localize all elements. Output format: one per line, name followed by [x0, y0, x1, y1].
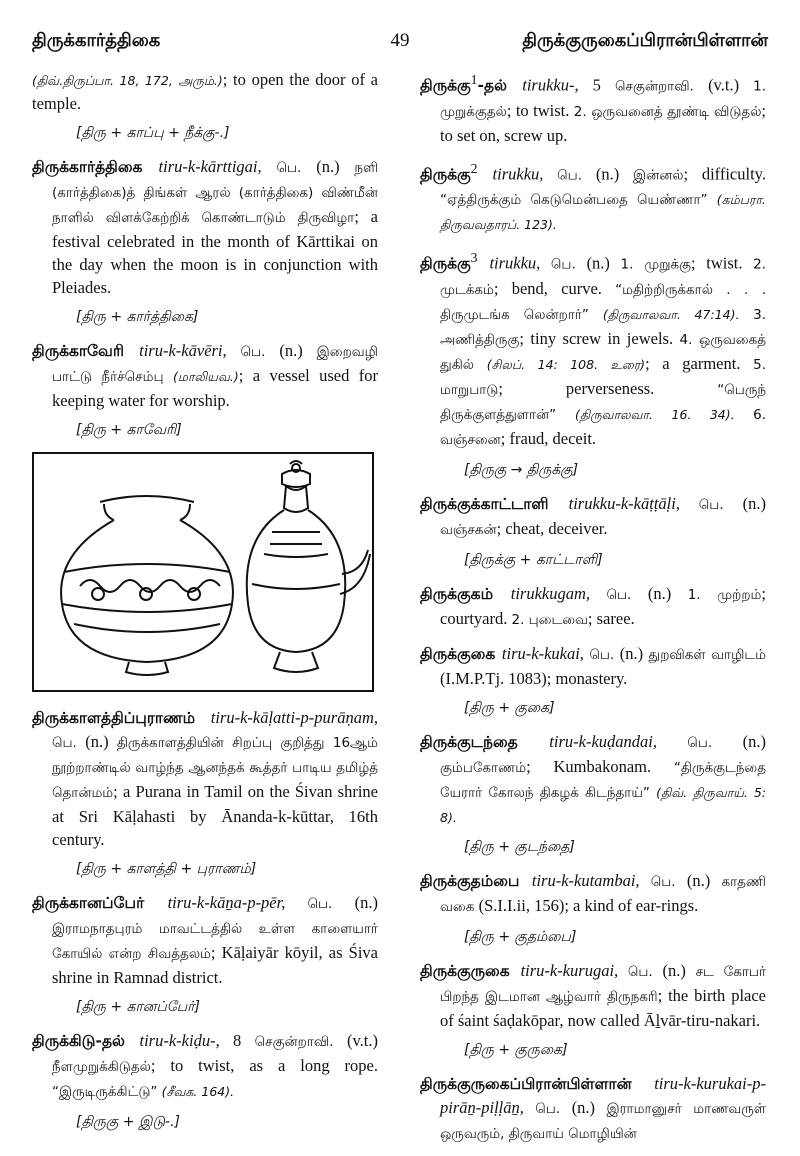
header-left-guide-word: திருக்கார்த்திகை	[32, 30, 161, 51]
entry-text: திருக்காளத்தியின் சிறப்பு குறித்து 16ஆம் நூற்றாண்டில் வாழ்ந்த ஆனந்தக் கூத்தர் பாடிய தமிழ்த் தொன்மம்	[52, 735, 378, 801]
dictionary-entry	[420, 869, 766, 919]
entry-text: 1. முறுக்குதல்	[440, 78, 766, 120]
entry-text: ; to open the door of a temple.	[32, 70, 378, 113]
pot-drawing	[61, 496, 233, 675]
page-number: 49	[390, 30, 410, 51]
dictionary-entry	[420, 246, 766, 452]
etymology: [திருக்கு + காட்டாளி]	[464, 551, 603, 568]
headword: திருக்கு	[420, 254, 471, 273]
dictionary-entry	[32, 706, 378, 851]
headword: திருக்கானப்பேர்	[32, 894, 168, 912]
headword: -தல்	[477, 76, 523, 95]
entry-text: காதணி வகை	[440, 873, 766, 915]
vessels-illustration	[32, 452, 374, 692]
dictionary-entry	[420, 492, 766, 542]
headword: திருக்குதம்பை	[420, 871, 532, 890]
entry-text: இராமானுசர் மாணவருள் ஒருவரும், திருவாய் மொழியின்	[440, 1100, 766, 1142]
etymology: [திருகு → திருக்கு]	[464, 461, 579, 478]
entry-text: (n.)	[742, 493, 766, 513]
entry-text: (மாலியவ.)	[173, 369, 239, 384]
entry-text: (n.)	[571, 1097, 607, 1117]
etymology: [திரு + குருகை]	[464, 1041, 568, 1058]
entry-text: பெ.	[307, 896, 355, 912]
dictionary-entry	[32, 155, 378, 299]
entry-text: நளி (கார்த்திகை)த் திங்கள் ஆரல் (கார்த்திகை) விண்மீன் நாளில் விளக்கேற்றிக் கொண்டாடும் திருவிழா	[52, 160, 378, 226]
transliteration: tiru-k-kukai,	[501, 643, 590, 663]
entry-text: ; saree.	[587, 608, 635, 628]
entry-text: சட கோபர் பிறந்த இடமான ஆழ்வார் திருநகரி	[440, 963, 767, 1005]
entry-text: (n.)	[662, 960, 696, 980]
entry-text: ; the birth place of śaint śaḍakōpar, now called Āḻvār-tiru-nakari.	[440, 985, 766, 1030]
dictionary-entry	[420, 730, 766, 829]
entry-text: ; courtyard.	[440, 583, 766, 628]
entry-text: ; cheat, deceiver.	[496, 518, 608, 538]
entry-text: (n.)	[742, 731, 766, 751]
entry-text: ; to twist, as a long rope.	[150, 1056, 378, 1075]
entry-text: 2. முடக்கம்	[440, 256, 766, 298]
transliteration: tiru-k-kurukai-p-pirāṉ-piḷḷāṉ,	[440, 1073, 766, 1117]
entry-text: துறவிகள் வாழிடம்	[648, 646, 766, 663]
headword	[478, 165, 493, 183]
headword: திருக்குருகைப்பிரான்பிள்ளான்	[420, 1074, 655, 1093]
entry-text: (v.t.)	[708, 75, 754, 95]
dictionary-entry	[420, 959, 766, 1032]
running-header	[32, 30, 768, 60]
homonym-number: 3	[470, 250, 478, 265]
entry-text: ; difficulty.	[683, 164, 766, 183]
entry-text: (சிலப். 14: 108. உரை)	[486, 356, 646, 372]
entry-text: “பெருந் திருக்குளத்துளான்”	[440, 381, 766, 423]
entry-text: 4. ஒருவகைத் துகில்	[440, 331, 767, 373]
transliteration: tiru-k-kutambai,	[531, 870, 651, 890]
headword: திருக்குகம்	[420, 584, 511, 603]
entry-text: இன்னல்	[632, 167, 684, 183]
transliteration: tirukku-k-kāṭṭāḷi,	[568, 493, 699, 513]
dictionary-entry	[420, 1072, 766, 1146]
entry-text: பெ.	[606, 586, 648, 603]
entry-text: பெ.	[627, 963, 663, 980]
headword: திருக்குகை	[420, 644, 502, 663]
entry-text: 5. மாறுபாடு	[440, 356, 766, 398]
etymology: [திருகு + இடு-.]	[76, 1114, 180, 1130]
entry-text: (திருவாலவா. 47:14).	[602, 306, 754, 322]
etymology: [திரு + கானப்பேர்]	[76, 999, 200, 1015]
transliteration: tiru-k-kāḷatti-p-purāṇam,	[210, 708, 378, 727]
entry-text: இறைவழி பாட்டு நீர்ச்செம்பு	[52, 344, 378, 385]
dictionary-entry	[32, 1029, 378, 1104]
header-right-guide-word: திருக்குருகைப்பிரான்பிள்ளான்	[522, 30, 768, 51]
dictionary-entry	[32, 339, 378, 412]
entry-text: ; to set on, screw up.	[440, 100, 766, 145]
homonym-number: 1	[470, 72, 478, 87]
headword: திருக்காவேரி	[32, 342, 140, 360]
entry-text: பெ.	[698, 496, 743, 513]
entry-text: (S.I.I.ii, 156); a kind of ear-rings.	[478, 895, 699, 915]
entry-text: (n.)	[279, 341, 317, 360]
entry-text: “மதிற்றிருக்கால் . . . திருமுடங்க லென்றார்”	[440, 281, 766, 323]
entry-text: ; a Purana in Tamil on the Śivan shrine at Sri Kāḷahasti by Ānanda-k-kūttar, 16th century.	[52, 782, 378, 849]
vessels-drawing	[34, 454, 372, 690]
entry-text: ; a garment.	[645, 353, 754, 373]
transliteration: tirukkugam,	[510, 583, 607, 603]
etymology: [திரு + குடந்தை]	[464, 838, 575, 855]
entry-text: (n.)	[316, 157, 355, 176]
left-column	[32, 68, 378, 1144]
transliteration: tirukku,	[489, 253, 551, 273]
etymology: [திரு + குகை]	[464, 699, 555, 716]
etymology: [திரு + காளத்தி + புராணம்]	[76, 861, 257, 877]
entry-text: பெ.	[557, 167, 596, 183]
entry-text: (திவ். திருவாய். 5: 8).	[440, 784, 766, 825]
transliteration: tirukku-,	[522, 75, 593, 95]
entry-text: பெ.	[650, 873, 687, 890]
entry-text: பெ.	[276, 160, 317, 176]
headword: திருக்கு	[420, 165, 471, 183]
etymology: [திரு + காப்பு + நீக்கு-.]	[76, 125, 230, 141]
dictionary-entry	[32, 68, 378, 115]
entry-text: (சீவக. 164).	[161, 1084, 235, 1099]
entry-text: (திருவாலவா. 16. 34).	[574, 406, 754, 422]
transliteration: tiru-k-kārttigai,	[158, 157, 277, 176]
dictionary-entry	[420, 582, 766, 632]
entry-text: 8	[233, 1031, 255, 1050]
entry-text: “இருடிருக்கிட்டு”	[52, 1084, 162, 1100]
entry-text: “ஏத்திருக்கும் கெடுமென்பதை யெண்ணா”	[440, 192, 717, 208]
entry-text: 5	[592, 75, 615, 95]
entry-text: பெ.	[535, 1100, 572, 1117]
transliteration: tiru-k-kāṉa-p-pēr,	[167, 893, 308, 912]
transliteration: tiru-k-kiḍu-,	[139, 1031, 234, 1050]
entry-text: (திவ்.திருப்பா. 18, 172, அரும்.)	[32, 73, 223, 88]
entry-text: “திருக்குடந்தை யேரார் கோலந் திகழக் கிடந்தாய்”	[440, 759, 766, 801]
entry-text: (n.)	[619, 643, 649, 663]
entry-text: பெ.	[240, 344, 280, 360]
transliteration: tiru-k-kuḍandai,	[549, 731, 688, 751]
entry-text: (n.)	[586, 253, 621, 273]
entry-text: பெ.	[550, 256, 587, 273]
etymology: [திரு + காவேரி]	[76, 422, 182, 438]
right-column	[420, 68, 766, 1156]
entry-text: (n.)	[85, 732, 117, 751]
entry-text: செகுன்றாவி.	[614, 78, 709, 95]
entry-text: ; twist.	[691, 253, 754, 273]
entry-text: ; perverseness.	[498, 378, 718, 398]
entry-text: (கம்பரா. திருவவதாரப். 123).	[440, 192, 766, 232]
headword: திருக்குக்காட்டாளி	[420, 494, 569, 513]
entry-text: 2. புடைவை	[511, 611, 588, 628]
entry-text: செகுன்றாவி.	[254, 1034, 347, 1050]
entry-text: (n.)	[354, 893, 378, 912]
entry-text: (v.t.)	[346, 1031, 378, 1050]
etymology: [திரு + கார்த்திகை]	[76, 309, 199, 325]
transliteration: tiru-k-kurugai,	[520, 960, 628, 980]
headword: திருக்காளத்திப்புராணம்	[32, 709, 211, 727]
entry-text: இராமநாதபுரம் மாவட்டத்தில் உள்ள காளையார் கோயில் என்ற சிவத்தலம்	[52, 921, 378, 962]
entry-text: ; a festival celebrated in the month of Kārttikai on the day when the moon is in conjunction with Pleiades.	[52, 207, 378, 297]
entry-text: பெ.	[52, 735, 86, 751]
headword: திருக்குடந்தை	[420, 732, 550, 751]
entry-text: (I.M.P.Tj. 1083); monastery.	[440, 668, 628, 688]
homonym-number: 2	[470, 160, 478, 176]
entry-text: ; to twist.	[506, 100, 574, 120]
entry-text: 1. முற்றம்	[687, 586, 762, 603]
transliteration: tirukku,	[492, 164, 558, 183]
entry-text: கும்பகோணம்	[440, 759, 527, 776]
dictionary-entry	[420, 68, 766, 147]
dictionary-entry	[32, 891, 378, 989]
dictionary-entry	[420, 642, 766, 690]
headword: திருக்கிடு-தல்	[32, 1032, 140, 1050]
headword: திருக்கு	[420, 76, 471, 95]
entry-text: 1. முறுக்கு	[620, 256, 692, 273]
etymology: [திரு + குதம்பை]	[464, 928, 577, 945]
entry-text: ; Kumbakonam.	[526, 756, 674, 776]
entry-text: (n.)	[686, 870, 722, 890]
entry-text: ; tiny screw in jewels.	[519, 328, 680, 348]
headword: திருக்குருகை	[420, 961, 521, 980]
headword	[478, 255, 490, 273]
entry-text: பெ.	[589, 646, 620, 663]
entry-text: ; fraud, deceit.	[500, 428, 597, 448]
entry-text: வஞ்சகன்	[440, 521, 497, 538]
entry-text: (n.)	[595, 164, 633, 183]
entry-text: ; bend, curve.	[493, 278, 616, 298]
transliteration: tiru-k-kāvēri,	[139, 341, 241, 360]
entry-text: ; a vessel used for keeping water for worship.	[52, 366, 378, 410]
dictionary-entry	[420, 157, 766, 237]
teapot-drawing	[247, 461, 370, 672]
entry-text: நீளமுறுக்கிடுதல்	[52, 1059, 151, 1075]
entry-text: 6. வஞ்சனை	[440, 406, 766, 448]
entry-text: (n.)	[647, 583, 688, 603]
entry-text: 3. அணித்திருகு	[440, 306, 766, 348]
headword: திருக்கார்த்திகை	[32, 158, 159, 176]
entry-text: 2. ஒருவனைத் தூண்டி விடுதல்	[573, 103, 762, 120]
entry-text: பெ.	[687, 734, 743, 751]
entry-text: ; Kāḷaiyār kōyil, as Śiva shrine in Ramnad district.	[52, 943, 378, 987]
